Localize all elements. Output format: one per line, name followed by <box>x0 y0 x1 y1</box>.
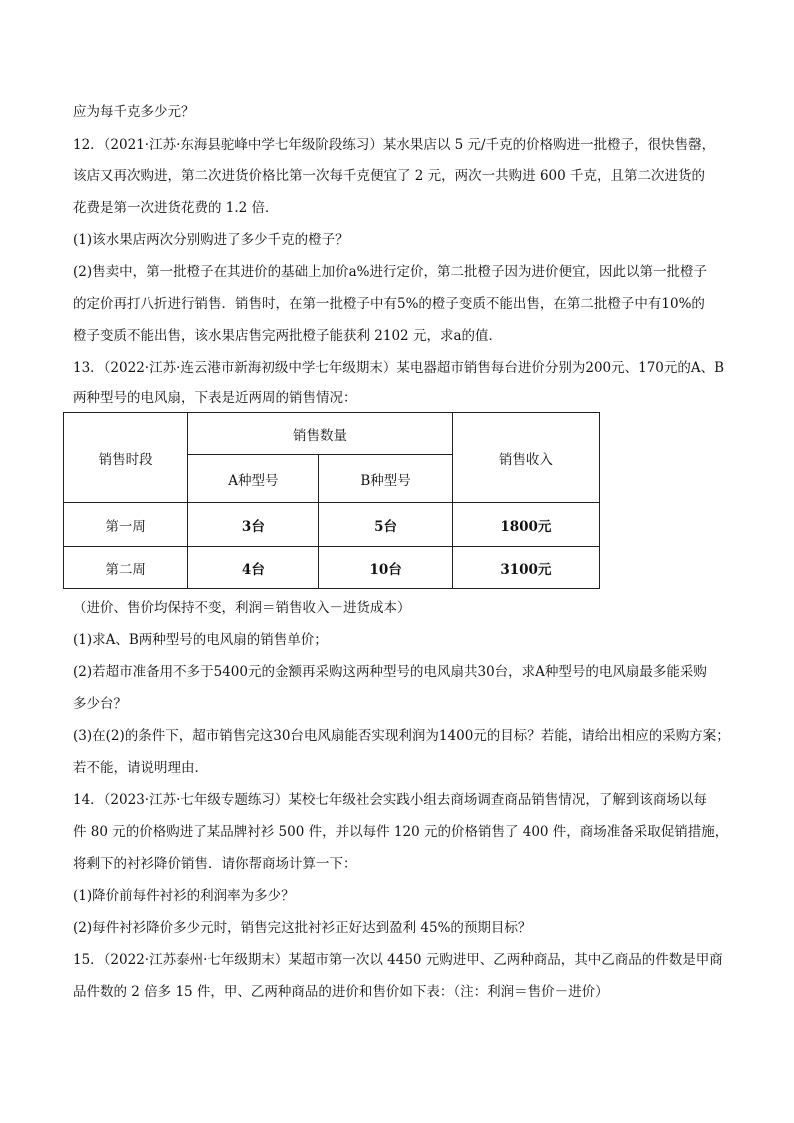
row-revenue: 1800元 <box>452 503 599 547</box>
text-line: (2)售卖中，第一批橙子在其进价的基础上加价a%进行定价，第二批橙子因为进价便宜，因此以第一批橙子 <box>73 264 707 280</box>
text-line: 花费是第一次进货花费的 1.2 倍． <box>73 200 279 216</box>
table-row <box>64 503 600 547</box>
text-line: 12．（2021·江苏·东海县驼峰中学七年级阶段练习）某水果店以 5 元/千克的价格购进一批橙子，很快售罄， <box>73 137 716 153</box>
text-line: 多少台？ <box>73 696 127 712</box>
row-type-b-count: 10台 <box>319 547 452 589</box>
text-line: (1)求A、B两种型号的电风扇的销售单价； <box>73 632 328 648</box>
text-line: (1)降价前每件衬衫的利润率为多少？ <box>73 888 295 904</box>
text-line: (3)在(2)的条件下，超市销售完这30台电风扇能否实现利润为1400元的目标？若能，请给出相应的采购方案； <box>73 728 730 744</box>
text-line: 的定价再打八折进行销售．销售时，在第一批橙子中有5%的橙子变质不能出售，在第二批橙子中有10%的 <box>73 296 705 312</box>
text-line: 件 80 元的价格购进了某品牌衬衫 500 件，并以每件 120 元的价格销售了 400 件，商场准备采取促销措施， <box>73 824 729 840</box>
text-line: 13．（2022·江苏·连云港市新海初级中学七年级期末）某电器超市销售每台进价分别为200元、170元的A、B <box>73 360 725 376</box>
text-line: (2)若超市准备用不多于5400元的金额再采购这两种型号的电风扇共30台，求A种型号的电风扇最多能采购 <box>73 664 707 680</box>
revenue-header: 销售收入 <box>452 413 599 503</box>
quantity-header: 销售数量 <box>188 413 452 455</box>
row-revenue: 3100元 <box>452 547 599 589</box>
row-type-a-count: 3台 <box>188 503 319 547</box>
type-a-header: A种型号 <box>188 455 319 503</box>
text-line: 将剩下的衬衫降价销售．请你帮商场计算一下： <box>73 856 357 872</box>
table-row <box>64 547 600 589</box>
text-line: 15．（2022·江苏泰州·七年级期末）某超市第一次以 4450 元购进甲、乙两种商品，其中乙商品的件数是甲商 <box>73 952 723 968</box>
text-line: (2)每件衬衫降价多少元时，销售完这批衬衫正好达到盈利 45%的预期目标？ <box>73 920 532 936</box>
type-b-header: B种型号 <box>319 455 452 503</box>
text-line: 14．（2023·江苏·七年级专题练习）某校七年级社会实践小组去商场调查商品销售情况，了解到该商场以每 <box>73 792 707 808</box>
period-header: 销售时段 <box>64 413 188 503</box>
sales-table <box>63 412 600 589</box>
text-line: 两种型号的电风扇，下表是近两周的销售情况： <box>73 390 357 406</box>
text-line: 若不能，请说明理由． <box>73 760 208 776</box>
text-line: （进价、售价均保持不变，利润＝销售收入－进货成本） <box>73 600 411 616</box>
text-line: (1)该水果店两次分别购进了多少千克的橙子？ <box>73 232 349 248</box>
row-type-b-count: 5台 <box>319 503 452 547</box>
row-type-a-count: 4台 <box>188 547 319 589</box>
row-period: 第一周 <box>64 503 188 547</box>
text-line: 该店又再次购进，第二次进货价格比第一次每千克便宜了 2 元，两次一共购进 600 千克，且第二次进货的 <box>73 168 706 184</box>
text-line: 应为每千克多少元？ <box>73 104 195 120</box>
row-period: 第二周 <box>64 547 188 589</box>
text-line: 品件数的 2 倍多 15 件，甲、乙两种商品的进价和售价如下表：（注：利润＝售价－进价） <box>73 984 609 1000</box>
text-line: 橙子变质不能出售，该水果店售完两批橙子能获利 2102 元，求a的值． <box>73 328 502 344</box>
